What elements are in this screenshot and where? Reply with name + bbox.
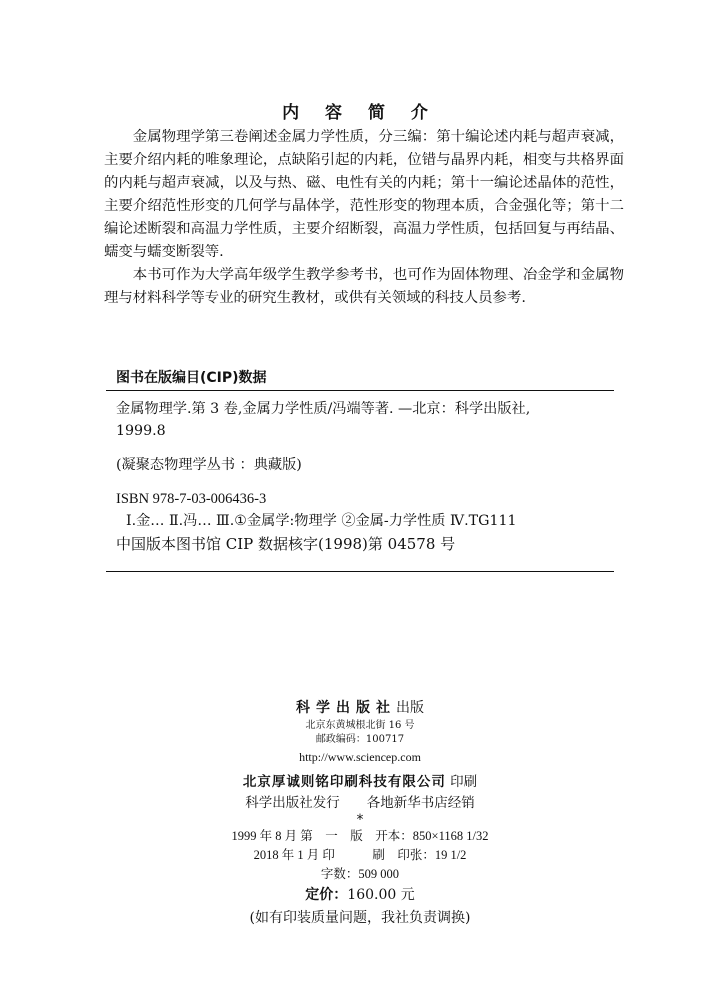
- price-line: [0, 884, 720, 906]
- word-count: 字数：509 000: [320, 867, 400, 881]
- cip-entry-line-2: 1999.8: [116, 423, 166, 439]
- separator-star: *: [356, 812, 364, 828]
- printer-name: 北京厚诚则铭印刷科技有限公司: [242, 774, 446, 790]
- publisher-suffix: 出版: [396, 700, 424, 716]
- publisher-url: http://www.sciencep.com: [299, 750, 421, 764]
- publisher-address: 北京东黄城根北街 16 号: [305, 720, 415, 731]
- distribution-line: 科学出版社发行 各地新华书店经销: [245, 795, 475, 811]
- cip-record-number: 中国版本图书馆 CIP 数据核字(1998)第 04578 号: [116, 535, 456, 553]
- intro-paragraph-2: 本书可作为大学高年级学生教学参考书，也可作为固体物理、冶金学和金属物理与材料科学等专业的研究生教材，或供有关领域的科技人员参考.: [104, 267, 624, 306]
- publisher-name: 科学出版社: [296, 700, 396, 716]
- cip-entry-line-1: 金属物理学.第 3 卷,金属力学性质/冯端等著. —北京：科学出版社,: [116, 401, 531, 417]
- cip-isbn: ISBN 978-7-03-006436-3: [116, 491, 267, 507]
- edition-line-2: 2018 年 1 月 印 刷 印张：19 1/2: [253, 848, 467, 862]
- edition-line-1: 1999 年 8 月 第 一 版 开本：850×1168 1/32: [231, 829, 489, 843]
- intro-section: [104, 126, 624, 310]
- cip-heading: 图书在版编目(CIP)数据: [116, 370, 267, 386]
- price-value: 160.00 元: [347, 887, 415, 903]
- intro-paragraph-1: 金属物理学第三卷阐述金属力学性质，分三编：第十编论述内耗与超声衰减，主要介绍内耗的唯象理论，点缺陷引起的内耗，位错与晶界内耗，相变与共格界面的内耗与超声衰减，以及与热、磁、电性有关的内耗；第十一编论述晶体的范性，主要介绍范性形变的几何学与晶体学，范性形变的物理本质，合金强化等；第十二编论述断裂和高温力学性质，主要介绍断裂，高温力学性质，包括回复与再结晶、蠕变与蠕变断裂等.: [104, 129, 624, 260]
- cip-data-block: [116, 398, 616, 556]
- cip-classification: Ⅰ.金… Ⅱ.冯… Ⅲ.①金属学:物理学 ②金属-力学性质 Ⅳ.TG111: [126, 513, 517, 529]
- quality-notice: (如有印装质量问题，我社负责调换): [249, 910, 471, 926]
- price-label: 定价：: [305, 887, 348, 903]
- publisher-postcode: 邮政编码：100717: [315, 734, 405, 745]
- printer-suffix: 印刷: [450, 774, 478, 790]
- publisher-line: [0, 697, 720, 719]
- intro-title: 内 容 简 介: [282, 103, 438, 123]
- publisher-block: [0, 697, 720, 930]
- cip-bottom-rule: [106, 571, 614, 572]
- cip-top-rule: [106, 390, 614, 391]
- cip-series: (凝聚态物理学丛书 ：典藏版): [116, 457, 302, 473]
- printer-line: [0, 771, 720, 793]
